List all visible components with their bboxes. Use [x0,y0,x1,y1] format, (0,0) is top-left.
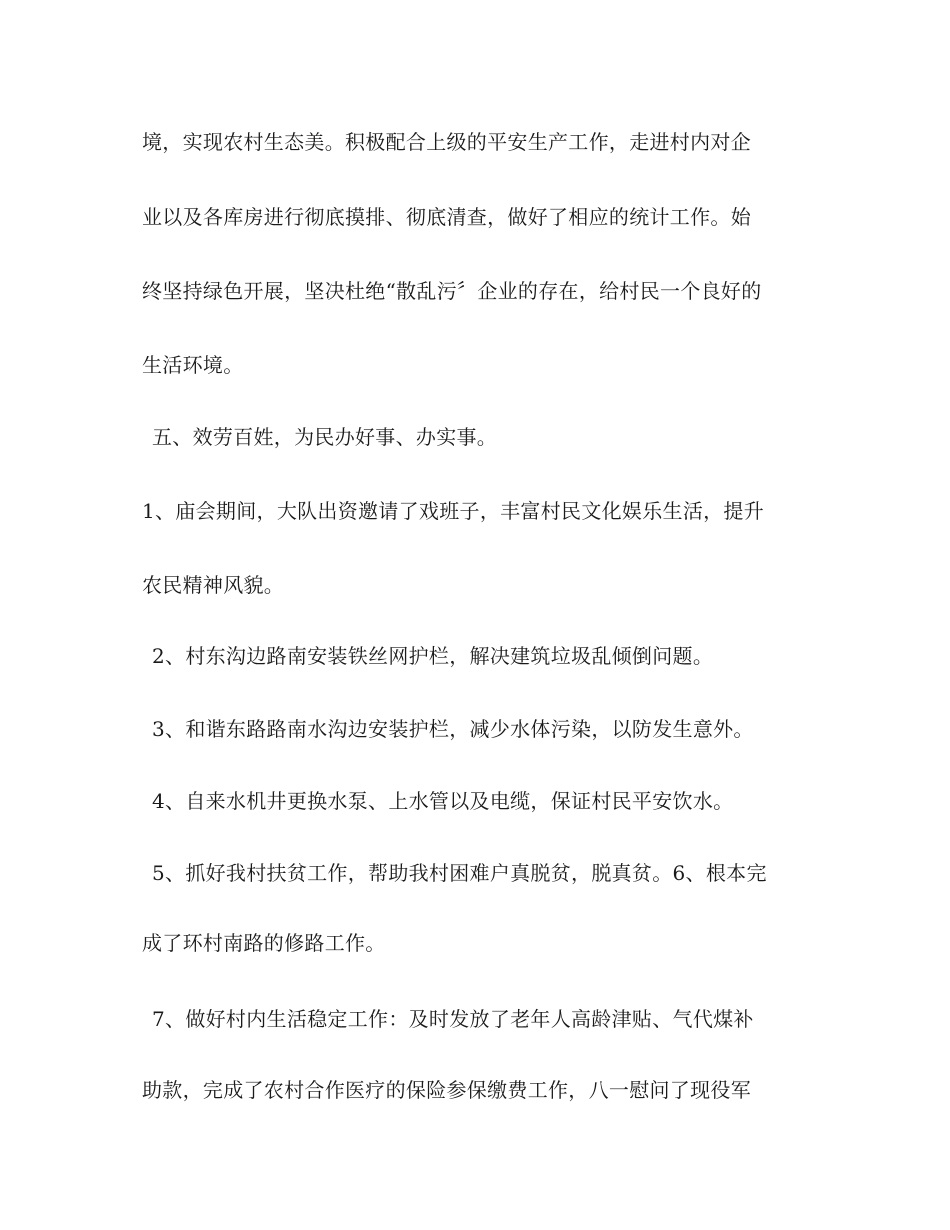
list-item: 1、庙会期间，大队出资邀请了戏班子，丰富村民文化娱乐生活，提升 [142,499,765,523]
paragraph-line: 生活环境。 [142,353,244,377]
list-item: 7、做好村内生活稳定工作：及时发放了老年人高龄津贴、气代煤补 [152,1007,754,1031]
list-item-continuation: 成了环村南路的修路工作。 [142,931,386,955]
list-item: 5、抓好我村扶贫工作，帮助我村困难户真脱贫，脱真贫。6、根本完 [152,861,767,885]
section-heading: 五、效劳百姓，为民办好事、办实事。 [152,425,498,449]
list-item: 4、自来水机井更换水泵、上水管以及电缆，保证村民平安饮水。 [152,789,734,813]
paragraph-line: 终坚持绿色开展，坚决杜绝“散乱污〞企业的存在，给村民一个良好的 [142,279,762,303]
list-item: 3、和谐东路路南水沟边安装护栏，减少水体污染，以防发生意外。 [152,717,754,741]
list-item-continuation: 助款，完成了农村合作医疗的保险参保缴费工作，八一慰问了现役军 [142,1078,751,1102]
paragraph-line: 业以及各库房进行彻底摸排、彻底清查，做好了相应的统计工作。始 [142,205,751,229]
list-item-continuation: 农民精神风貌。 [142,573,285,597]
list-item: 2、村东沟边路南安装铁丝网护栏，解决建筑垃圾乱倾倒问题。 [152,644,714,668]
paragraph-line: 境，实现农村生态美。积极配合上级的平安生产工作，走进村内对企 [142,130,751,154]
